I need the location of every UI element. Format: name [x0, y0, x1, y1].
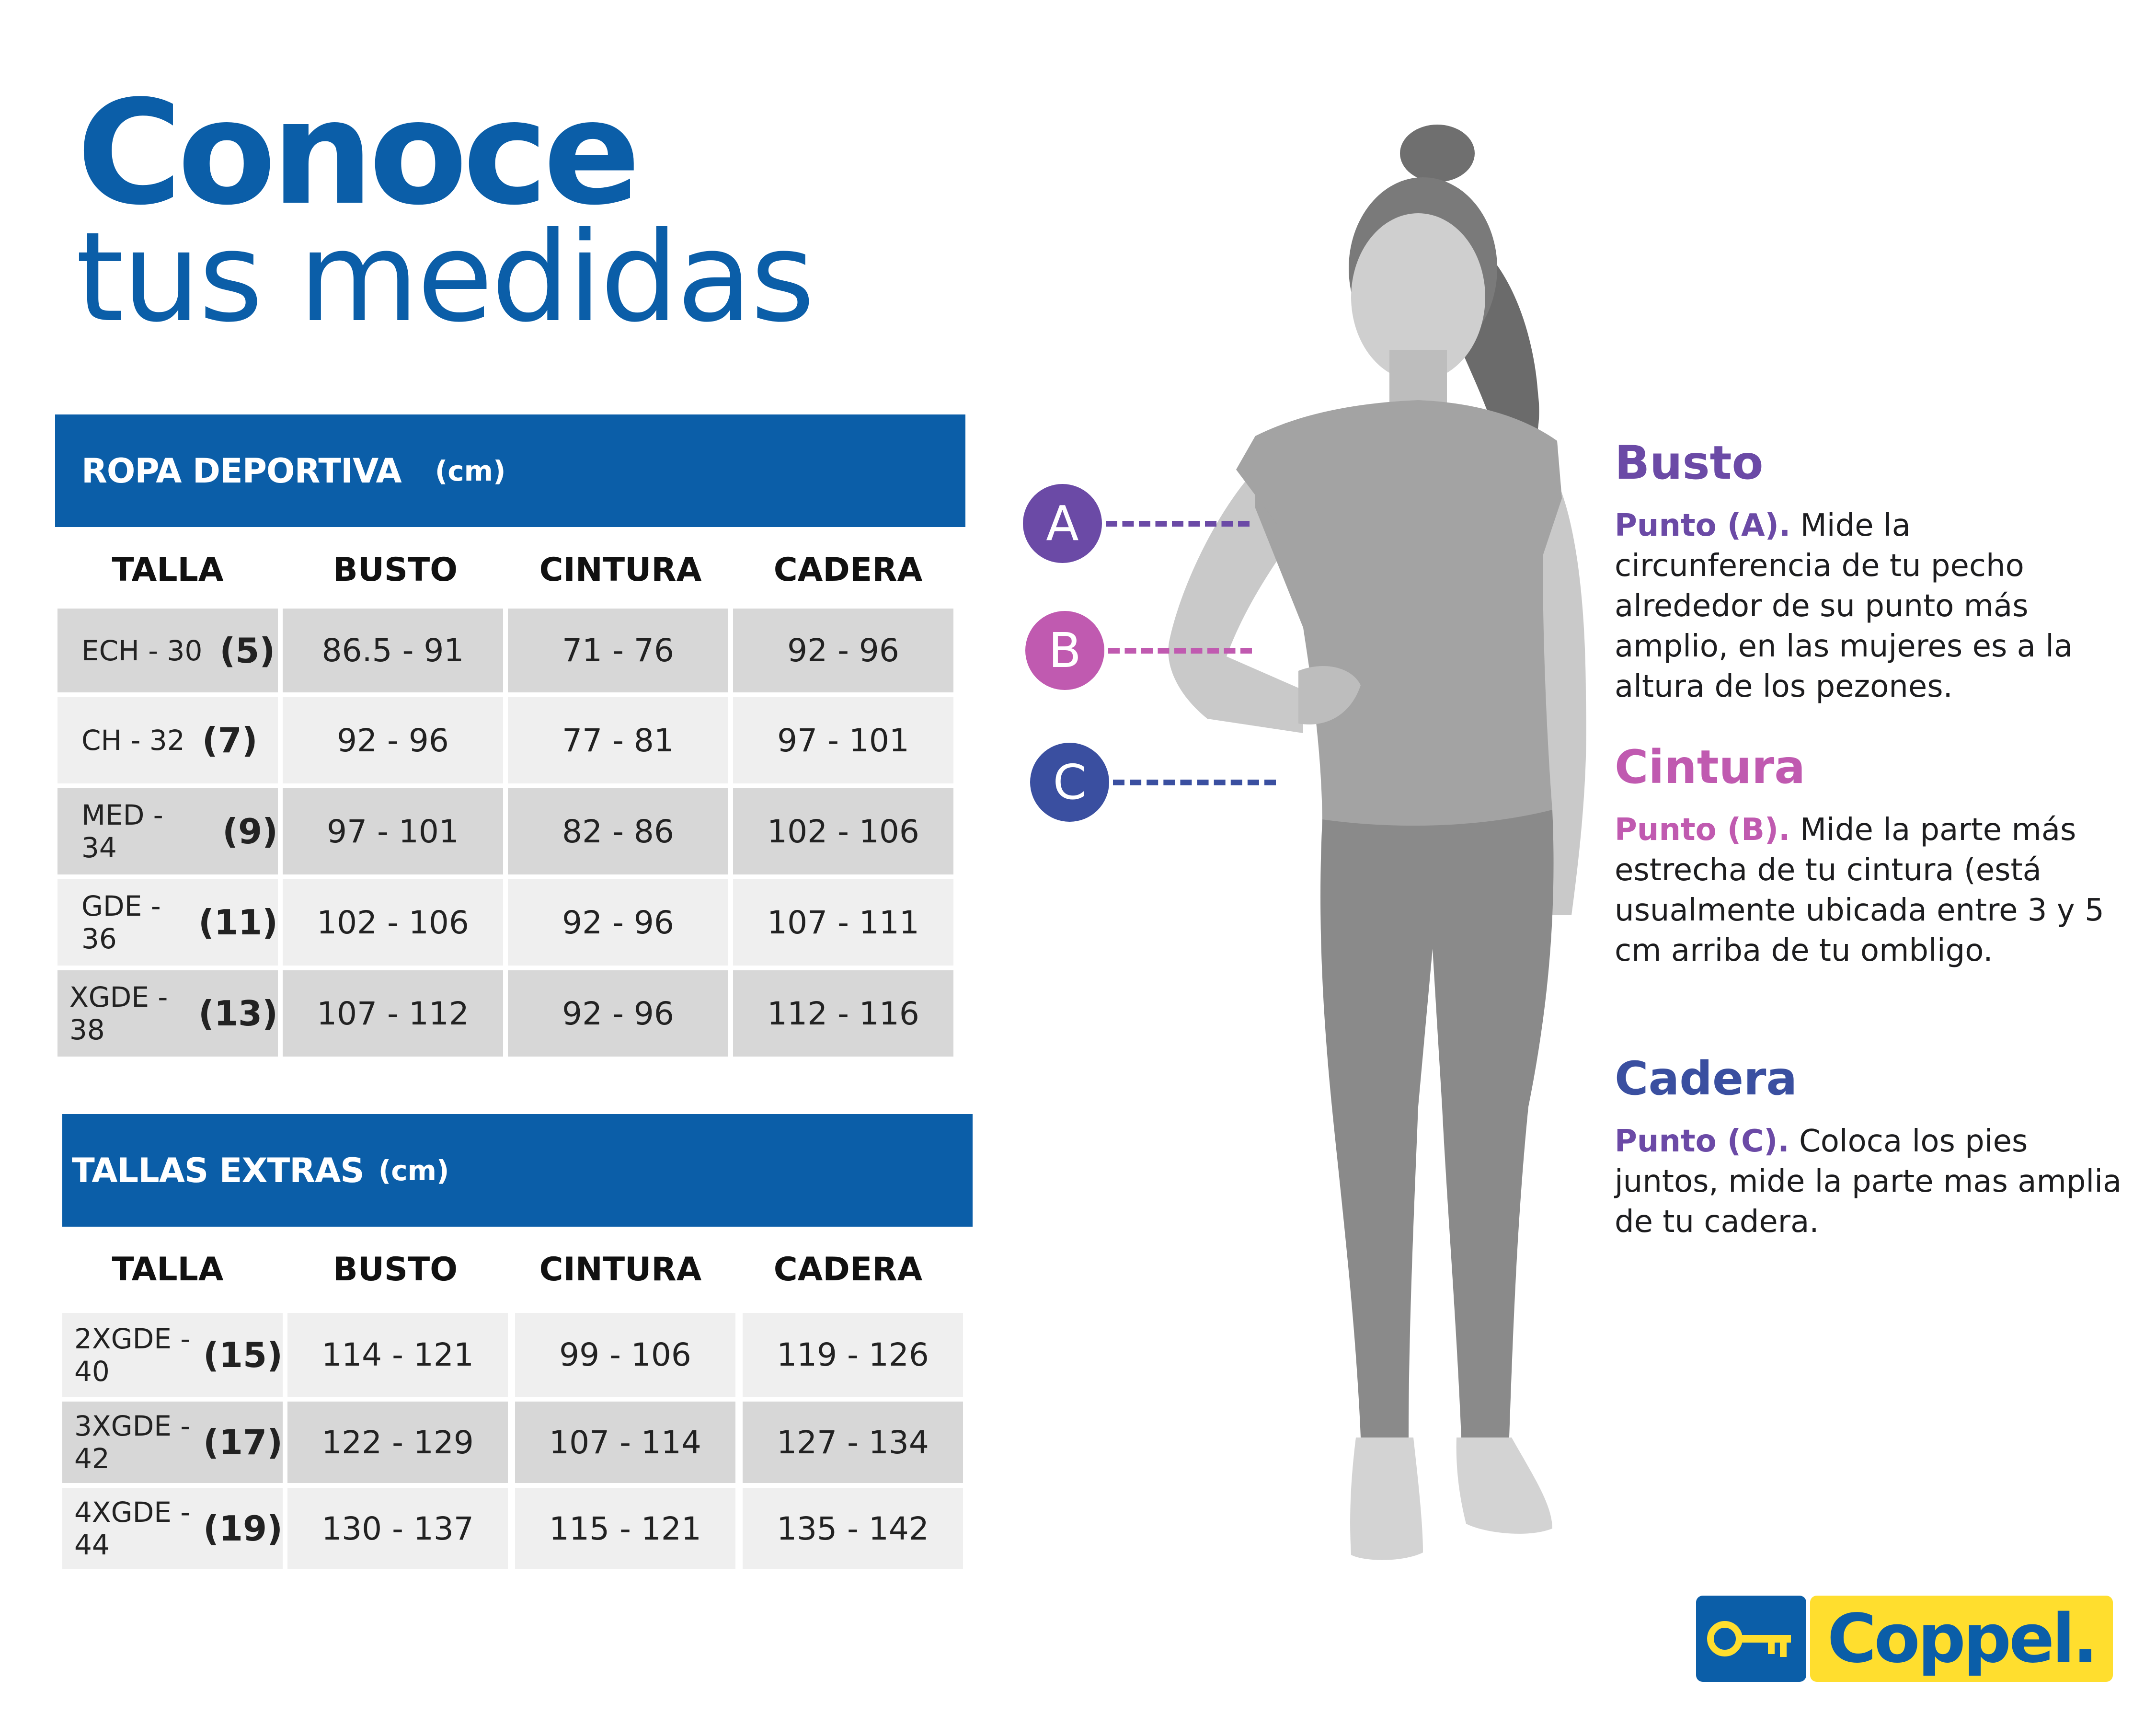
- cadera-description: [1615, 1121, 2132, 1242]
- talla-number: (19): [203, 1508, 283, 1549]
- busto-cell: 107 - 112: [283, 970, 503, 1057]
- cadera-text: Coloca los pies juntos, mide la parte mas amplia de tu cadera.: [1615, 1124, 2122, 1240]
- cadera-cell: 97 - 101: [733, 697, 953, 783]
- col-head-cintura: CINTURA: [539, 551, 702, 589]
- coppel-logo: [1696, 1596, 2113, 1682]
- marker-b-icon: B: [1025, 611, 1104, 690]
- cadera-cell: 127 - 134: [743, 1402, 963, 1483]
- table-title: ROPA DEPORTIVA: [81, 451, 401, 491]
- body-silhouette-illustration: [1054, 125, 1658, 1629]
- talla-number: (15): [203, 1334, 283, 1375]
- table-unit: (cm): [435, 454, 506, 487]
- talla-label: XGDE - 38: [69, 981, 168, 1046]
- cintura-cell: 92 - 96: [508, 970, 728, 1057]
- cintura-text: Mide la parte más estrecha de tu cintura (está usualmente ubicada entre 3 y 5 cm arriba de tu ombligo.: [1615, 812, 2104, 968]
- talla-label: 4XGDE - 44: [74, 1496, 191, 1561]
- cadera-cell: 135 - 142: [743, 1488, 963, 1569]
- col-head-busto: BUSTO: [333, 551, 458, 589]
- table-header-bar: [62, 1114, 973, 1227]
- talla-number: (9): [222, 811, 278, 851]
- talla-label: MED - 34: [81, 799, 163, 864]
- table-title: TALLAS EXTRAS: [72, 1150, 364, 1190]
- cintura-title: Cintura: [1615, 740, 1806, 794]
- busto-dashed-line: [1106, 521, 1250, 527]
- table-row-talla: [57, 609, 278, 692]
- marker-a-icon: A: [1023, 484, 1102, 563]
- cadera-dashed-line: [1113, 780, 1276, 785]
- talla-number: (7): [202, 720, 258, 760]
- table-row-talla: [62, 1313, 283, 1397]
- cadera-lead: Punto (C).: [1615, 1124, 1789, 1159]
- table-unit: (cm): [378, 1154, 449, 1187]
- table-row-talla: [62, 1488, 283, 1569]
- cadera-cell: 119 - 126: [743, 1313, 963, 1397]
- table-row-talla: [57, 788, 278, 874]
- busto-cell: 86.5 - 91: [283, 609, 503, 692]
- cadera-cell: 102 - 106: [733, 788, 953, 874]
- talla-label: GDE - 36: [81, 890, 161, 955]
- cintura-lead: Punto (B).: [1615, 812, 1790, 848]
- busto-cell: 92 - 96: [283, 697, 503, 783]
- cintura-cell: 107 - 114: [515, 1402, 735, 1483]
- talla-number: (11): [198, 902, 278, 943]
- cintura-cell: 77 - 81: [508, 697, 728, 783]
- marker-c-icon: C: [1030, 743, 1109, 822]
- cadera-cell: 112 - 116: [733, 970, 953, 1057]
- table-row-talla: [57, 697, 278, 783]
- busto-cell: 130 - 137: [287, 1488, 508, 1569]
- talla-label: 2XGDE - 40: [74, 1322, 191, 1388]
- talla-number: (13): [198, 993, 278, 1034]
- busto-cell: 122 - 129: [287, 1402, 508, 1483]
- cintura-dashed-line: [1108, 648, 1252, 654]
- talla-number: (5): [219, 630, 275, 671]
- cintura-description: [1615, 810, 2132, 971]
- busto-cell: 97 - 101: [283, 788, 503, 874]
- page-title: Conoce: [77, 69, 636, 237]
- busto-cell: 114 - 121: [287, 1313, 508, 1397]
- col-head-cintura: CINTURA: [539, 1251, 702, 1288]
- busto-title: Busto: [1615, 436, 1764, 490]
- col-head-talla: TALLA: [112, 1251, 224, 1288]
- cadera-cell: 107 - 111: [733, 879, 953, 966]
- col-head-talla: TALLA: [112, 551, 224, 589]
- ropa-deportiva-table: [55, 414, 965, 1052]
- busto-lead: Punto (A).: [1615, 508, 1791, 543]
- col-head-cadera: CADERA: [773, 1251, 923, 1288]
- cadera-cell: 92 - 96: [733, 609, 953, 692]
- table-header-bar: [55, 414, 965, 527]
- busto-text: Mide la circunferencia de tu pecho alrededor de su punto más amplio, en las mujeres es a la altura de los pezones.: [1615, 508, 2073, 704]
- cintura-cell: 82 - 86: [508, 788, 728, 874]
- cintura-cell: 92 - 96: [508, 879, 728, 966]
- talla-label: CH - 32: [81, 724, 185, 757]
- cadera-title: Cadera: [1615, 1052, 1798, 1105]
- cintura-cell: 71 - 76: [508, 609, 728, 692]
- talla-number: (17): [203, 1422, 283, 1462]
- key-icon: [1696, 1596, 1806, 1682]
- page-subtitle: tus medidas: [76, 206, 813, 349]
- table-row-talla: [57, 879, 278, 966]
- talla-label: ECH - 30: [81, 634, 203, 667]
- busto-description: [1615, 506, 2132, 707]
- talla-label: 3XGDE - 42: [74, 1410, 191, 1475]
- tallas-extras-table: [62, 1114, 973, 1574]
- cintura-cell: 115 - 121: [515, 1488, 735, 1569]
- table-row-talla: [62, 1402, 283, 1483]
- table-row-talla: [57, 970, 278, 1057]
- col-head-cadera: CADERA: [773, 551, 923, 589]
- busto-cell: 102 - 106: [283, 879, 503, 966]
- col-head-busto: BUSTO: [333, 1251, 458, 1288]
- coppel-wordmark: Coppel.: [1810, 1596, 2113, 1682]
- cintura-cell: 99 - 106: [515, 1313, 735, 1397]
